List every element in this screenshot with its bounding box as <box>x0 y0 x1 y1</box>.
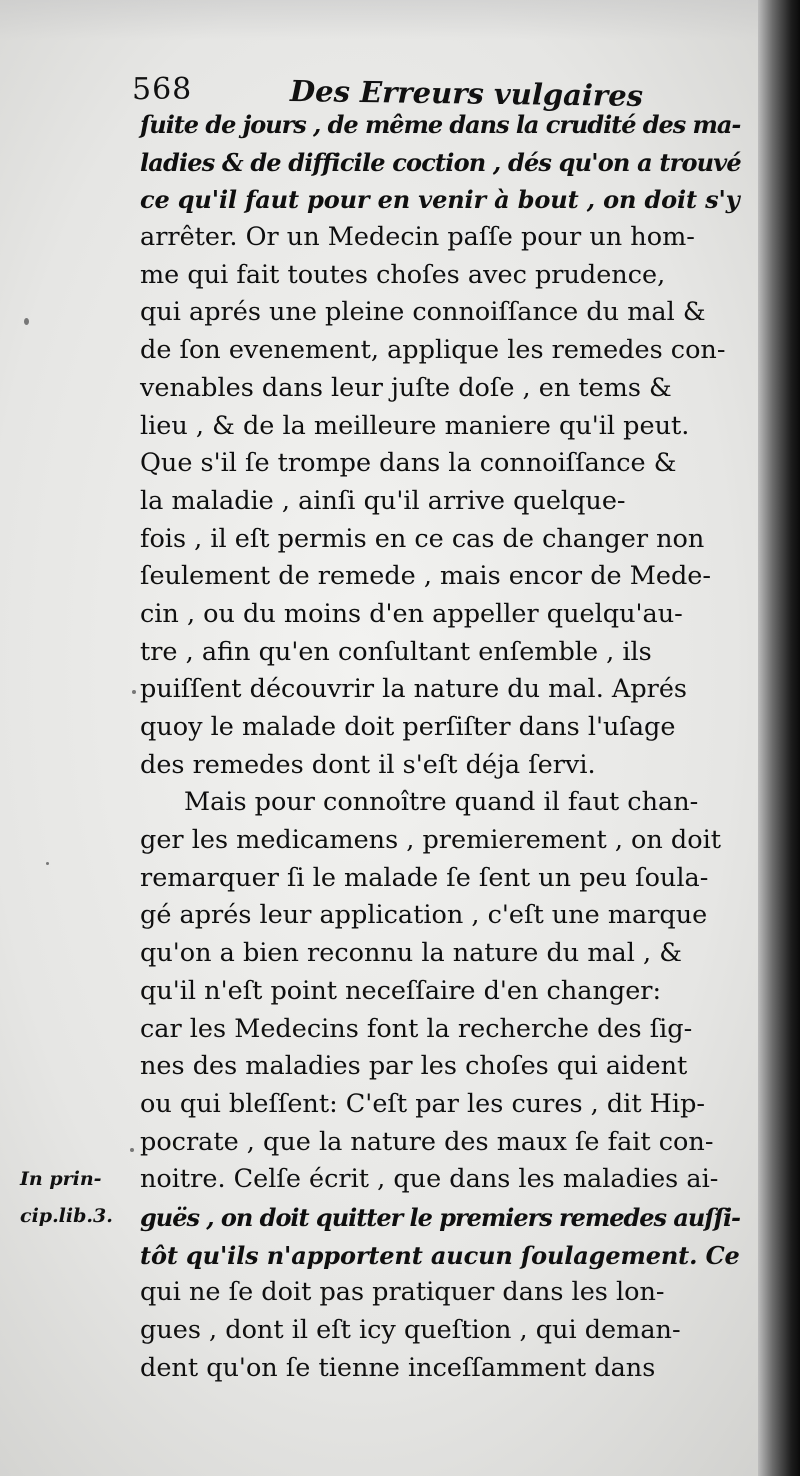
text-line: ou qui bleſſent: C'eſt par les cures , dit Hip- <box>140 1088 706 1119</box>
running-title: Des Erreurs vulgaires <box>289 74 644 113</box>
text-line: dent qu'on ſe tienne inceſſamment dans <box>140 1352 656 1383</box>
text-line: Mais pour connoître quand il faut chan- <box>184 787 699 818</box>
text-line: gé aprés leur application , c'eſt une marque <box>140 900 708 931</box>
page-top-shading <box>0 0 800 40</box>
text-line: nes des maladies par les choſes qui aident <box>140 1051 688 1082</box>
text-line: qui ne ſe doit pas pratiquer dans les lon- <box>140 1277 665 1308</box>
text-line: guës , on doit quitter le premiers remedes auſſi- <box>140 1202 740 1232</box>
text-line: qu'on a bien reconnu la nature du mal , & <box>140 938 682 969</box>
text-line: ſuite de jours , de même dans la crudité des ma- <box>140 110 741 139</box>
text-line: ce qu'il faut pour en venir à bout , on doit s'y <box>140 185 740 215</box>
text-line: venables dans leur juſte doſe , en tems & <box>140 372 672 403</box>
text-line: tôt qu'ils n'apportent aucun ſoulagement. Ce <box>140 1240 740 1270</box>
text-line: tre , afin qu'en conſultant enſemble , ils <box>140 636 652 667</box>
paper-speck <box>24 318 29 325</box>
text-line: pocrate , que la nature des maux ſe fait con- <box>140 1126 714 1157</box>
text-line: car les Medecins font la recherche des ſig- <box>140 1013 693 1044</box>
paper-speck <box>132 690 136 694</box>
text-line: arrêter. Or un Medecin paſſe pour un hom- <box>140 222 695 253</box>
paper-speck <box>46 862 49 865</box>
text-line: quoy le malade doit perſiſter dans l'uſage <box>140 712 676 742</box>
page-number: 568 <box>132 72 193 107</box>
text-line: qu'il n'eſt point neceſſaire d'en changer: <box>140 975 662 1006</box>
text-line: ſeulement de remede , mais encor de Mede- <box>140 561 711 592</box>
text-line: gues , dont il eſt icy queſtion , qui deman- <box>140 1315 681 1345</box>
text-line: lieu , & de la meilleure maniere qu'il peut. <box>140 410 690 441</box>
text-line: me qui fait toutes choſes avec prudence, <box>140 259 666 290</box>
text-line: la maladie , ainſi qu'il arrive quelque- <box>140 485 626 516</box>
text-line: fois , il eſt permis en ce cas de changer non <box>140 523 705 554</box>
paper-speck <box>130 1148 134 1152</box>
margin-note: In prin- <box>20 1167 102 1190</box>
text-line: de ſon evenement, applique les remedes con- <box>140 335 726 366</box>
text-line: Que s'il ſe trompe dans la connoiſſance & <box>140 448 677 479</box>
book-gutter-shadow <box>758 0 800 1476</box>
text-line: noitre. Celſe écrit , que dans les maladies ai- <box>140 1164 719 1195</box>
text-line: puiſſent découvrir la nature du mal. Aprés <box>140 674 688 705</box>
text-line: remarquer ſi le malade ſe ſent un peu ſoula- <box>140 862 709 893</box>
text-line: qui aprés une pleine connoiſſance du mal & <box>140 297 706 328</box>
text-line: cin , ou du moins d'en appeller quelqu'au- <box>140 598 683 629</box>
text-line: ger les medicamens , premierement , on doit <box>140 825 722 856</box>
text-line: ladies & de difficile coction , dés qu'on a trouvé <box>140 147 741 177</box>
body-text-block <box>140 106 740 1387</box>
margin-note: cip.lib.3. <box>20 1205 113 1228</box>
text-line: des remedes dont il s'eſt déja ſervi. <box>140 749 596 780</box>
